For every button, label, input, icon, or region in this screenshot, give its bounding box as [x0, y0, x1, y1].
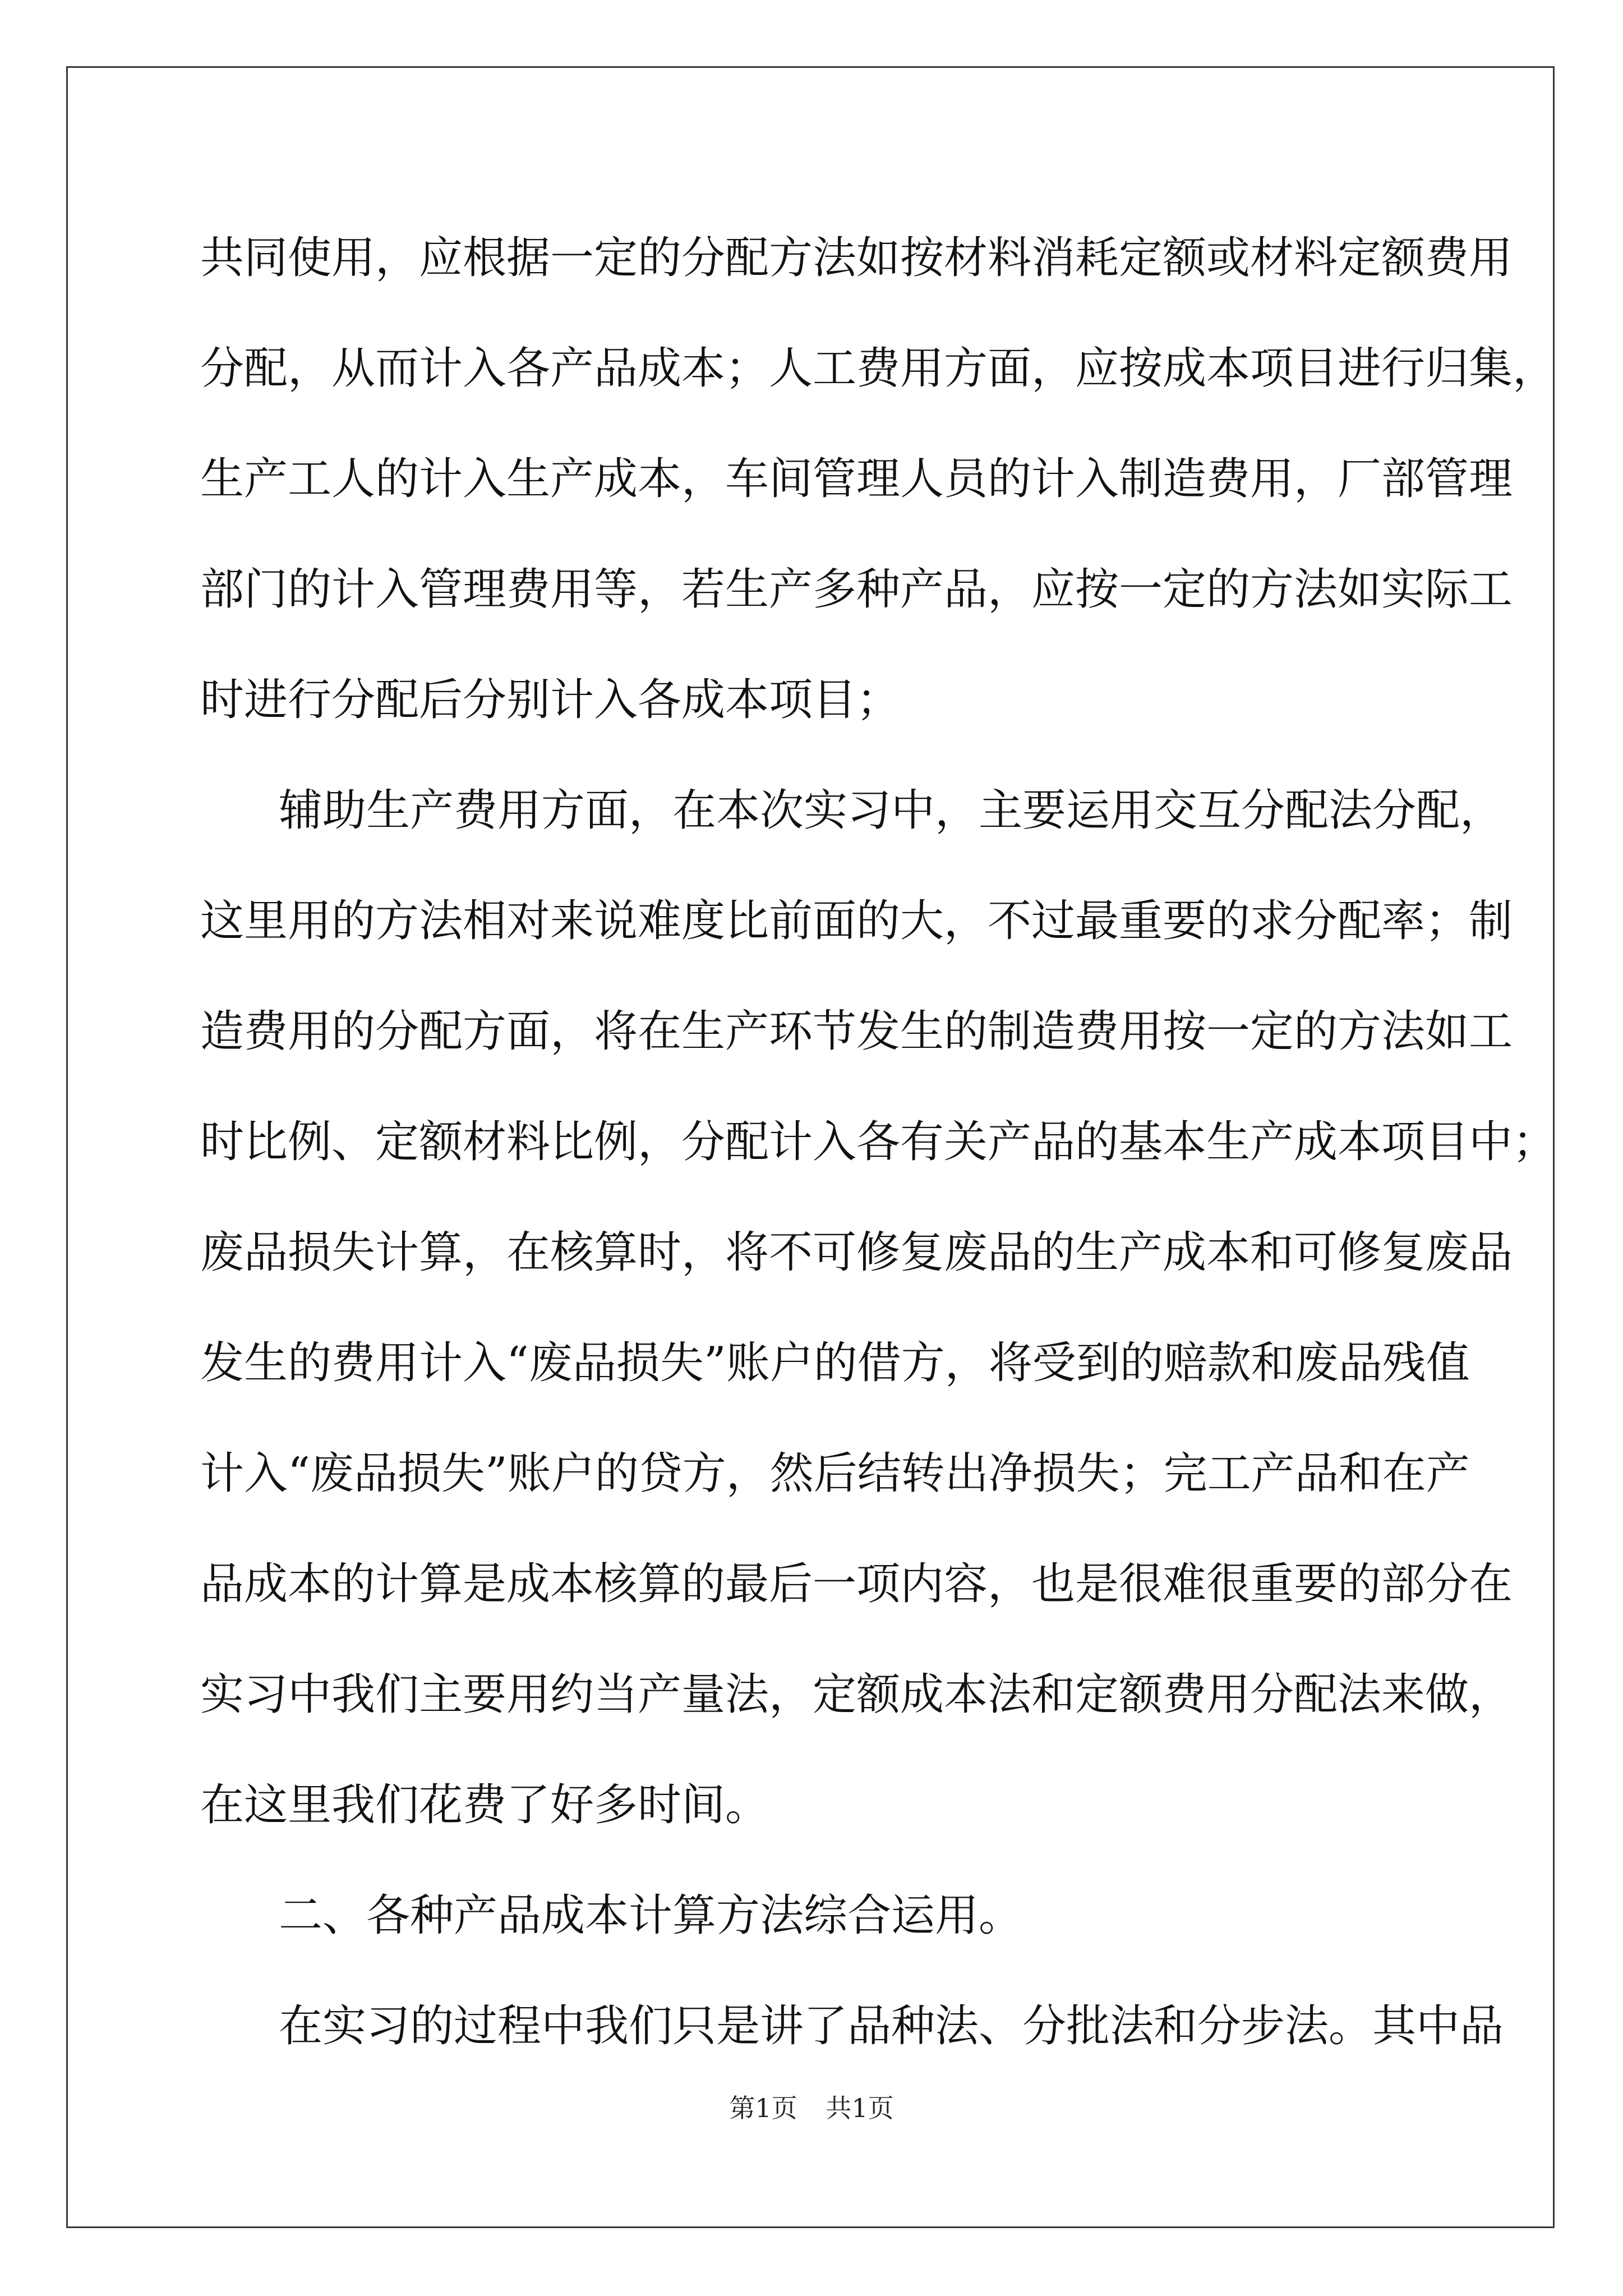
- text-line: 二、各种产品成本计算方法综合运用。: [279, 1890, 1023, 1941]
- text-line: 辅助生产费用方面，在本次实习中，主要运用交互分配法分配，: [279, 785, 1504, 836]
- text-line: 时比例、定额材料比例，分配计入各有关产品的基本生产成本项目中；: [200, 1117, 1557, 1167]
- page-number: 第1页: [729, 2093, 797, 2123]
- text-line: 品成本的计算是成本核算的最后一项内容，也是很难很重要的部分在: [200, 1559, 1513, 1609]
- text-line: 分配，从而计入各产品成本；人工费用方面，应按成本项目进行归集，: [200, 343, 1557, 394]
- text-line: 实习中我们主要用约当产量法，定额成本法和定额费用分配法来做，: [200, 1669, 1513, 1720]
- text-line: 在实习的过程中我们只是讲了品种法、分批法和分步法。其中品: [279, 2001, 1504, 2051]
- text-line: 共同使用，应根据一定的分配方法如按材料消耗定额或材料定额费用: [200, 233, 1513, 283]
- text-line: 在这里我们花费了好多时间。: [200, 1780, 769, 1830]
- text-line: 造费用的分配方面，将在生产环节发生的制造费用按一定的方法如工: [200, 1006, 1513, 1057]
- text-line: 部门的计入管理费用等，若生产多种产品，应按一定的方法如实际工: [200, 564, 1513, 615]
- text-line: 这里用的方法相对来说难度比前面的大，不过最重要的求分配率；制: [200, 896, 1513, 946]
- document-body: [200, 203, 1557, 2082]
- text-line: 生产工人的计入生产成本，车间管理人员的计入制造费用，厂部管理: [200, 454, 1513, 504]
- text-line: 废品损失计算，在核算时，将不可修复废品的生产成本和可修复废品: [200, 1227, 1513, 1278]
- page-footer: [0, 2091, 1623, 2125]
- text-line: 计入“废品损失”账户的贷方，然后结转出净损失；完工产品和在产: [200, 1448, 1470, 1499]
- text-line: 时进行分配后分别计入各成本项目；: [200, 675, 901, 725]
- page-total: 共1页: [826, 2093, 894, 2123]
- text-line: 发生的费用计入“废品损失”账户的借方，将受到的赔款和废品残值: [200, 1338, 1470, 1388]
